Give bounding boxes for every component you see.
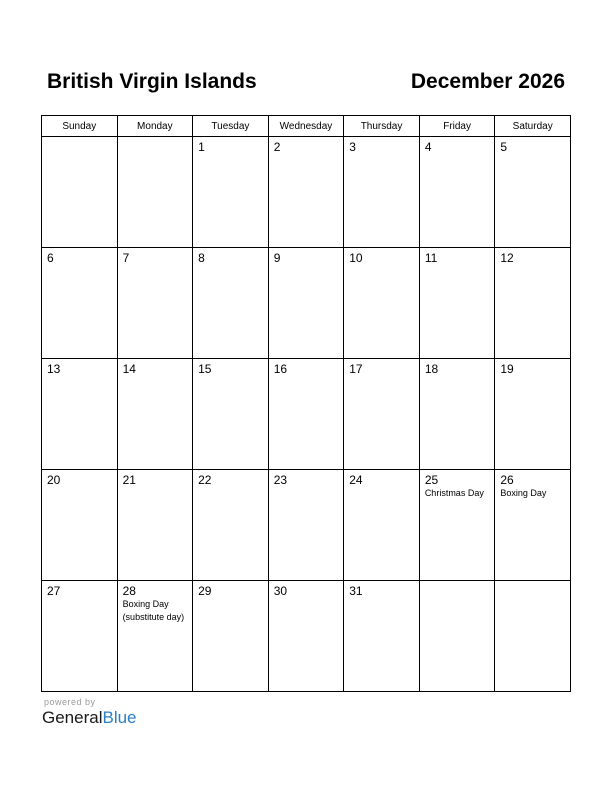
day-cell [344, 248, 420, 359]
day-cell [117, 359, 193, 470]
day-number: 16 [273, 362, 288, 376]
day-number: 7 [122, 251, 130, 265]
day-cell [419, 248, 495, 359]
day-cell [268, 248, 344, 359]
weekday-sunday: Sunday [42, 116, 118, 137]
day-cell [344, 359, 420, 470]
day-cell [42, 581, 118, 692]
day-number: 14 [122, 362, 136, 376]
day-cell [42, 359, 118, 470]
day-number: 18 [424, 362, 439, 376]
weekday-tuesday: Tuesday [193, 116, 269, 137]
day-number: 31 [349, 584, 363, 598]
day-number: 9 [273, 251, 281, 265]
day-cell [42, 470, 118, 581]
day-cell [193, 581, 269, 692]
day-number: 20 [47, 473, 61, 487]
weekday-header-row [42, 116, 571, 137]
day-number: 4 [424, 140, 432, 154]
day-cell [495, 137, 571, 248]
weekday-thursday: Thursday [344, 116, 420, 137]
day-number: 29 [198, 584, 212, 598]
day-number: 2 [273, 140, 281, 154]
powered-by-text: powered by [44, 697, 96, 707]
day-number: 25 [424, 473, 439, 487]
day-cell [344, 470, 420, 581]
weekday-saturday: Saturday [495, 116, 571, 137]
generalblue-logo[interactable] [42, 708, 137, 728]
day-cell [117, 470, 193, 581]
weekday-monday: Monday [117, 116, 193, 137]
week-row [42, 359, 571, 470]
day-number: 15 [198, 362, 212, 376]
day-cell [344, 581, 420, 692]
calendar-grid [41, 115, 571, 692]
day-cell [268, 359, 344, 470]
day-cell [268, 137, 344, 248]
brand-general: General [42, 708, 103, 727]
brand-blue: Blue [102, 708, 137, 727]
day-cell [42, 137, 118, 248]
week-row [42, 581, 571, 692]
holiday-label: Boxing Day (substitute day) [122, 599, 185, 622]
day-cell [419, 137, 495, 248]
day-cell [193, 248, 269, 359]
day-cell [42, 248, 118, 359]
weekday-wednesday: Wednesday [268, 116, 344, 137]
day-number [495, 581, 570, 584]
day-cell [268, 470, 344, 581]
day-cell [495, 359, 571, 470]
day-cell [419, 359, 495, 470]
day-number: 13 [47, 362, 61, 376]
day-cell [495, 470, 571, 581]
day-cell [193, 359, 269, 470]
day-number: 12 [500, 251, 514, 265]
day-number [420, 581, 495, 584]
day-number: 17 [349, 362, 363, 376]
holiday-label: Boxing Day [500, 488, 547, 498]
day-number: 3 [349, 140, 356, 154]
day-number: 22 [198, 473, 212, 487]
day-cell [117, 581, 193, 692]
day-cell [419, 581, 495, 692]
day-cell [344, 137, 420, 248]
weekday-friday: Friday [419, 116, 495, 137]
day-number [42, 137, 117, 140]
day-number: 1 [198, 140, 205, 154]
day-number: 5 [500, 140, 508, 154]
day-number: 23 [273, 473, 288, 487]
week-row [42, 137, 571, 248]
day-number: 30 [273, 584, 288, 598]
day-cell [419, 470, 495, 581]
day-cell [495, 581, 571, 692]
day-cell [193, 137, 269, 248]
day-number: 11 [424, 251, 438, 265]
day-cell [117, 137, 193, 248]
day-number: 24 [349, 473, 363, 487]
day-number: 27 [47, 584, 61, 598]
day-number: 10 [349, 251, 363, 265]
day-number: 8 [198, 251, 205, 265]
country-title: British Virgin Islands [47, 70, 257, 93]
day-cell [193, 470, 269, 581]
day-number: 28 [122, 584, 136, 598]
week-row [42, 248, 571, 359]
day-number: 6 [47, 251, 54, 265]
month-title: December 2026 [410, 70, 565, 93]
day-cell [117, 248, 193, 359]
day-cell [268, 581, 344, 692]
day-cell [495, 248, 571, 359]
day-number [118, 137, 193, 140]
holiday-label: Christmas Day [424, 488, 484, 498]
day-number: 19 [500, 362, 514, 376]
day-number: 21 [122, 473, 136, 487]
day-number: 26 [500, 473, 514, 487]
week-row [42, 470, 571, 581]
